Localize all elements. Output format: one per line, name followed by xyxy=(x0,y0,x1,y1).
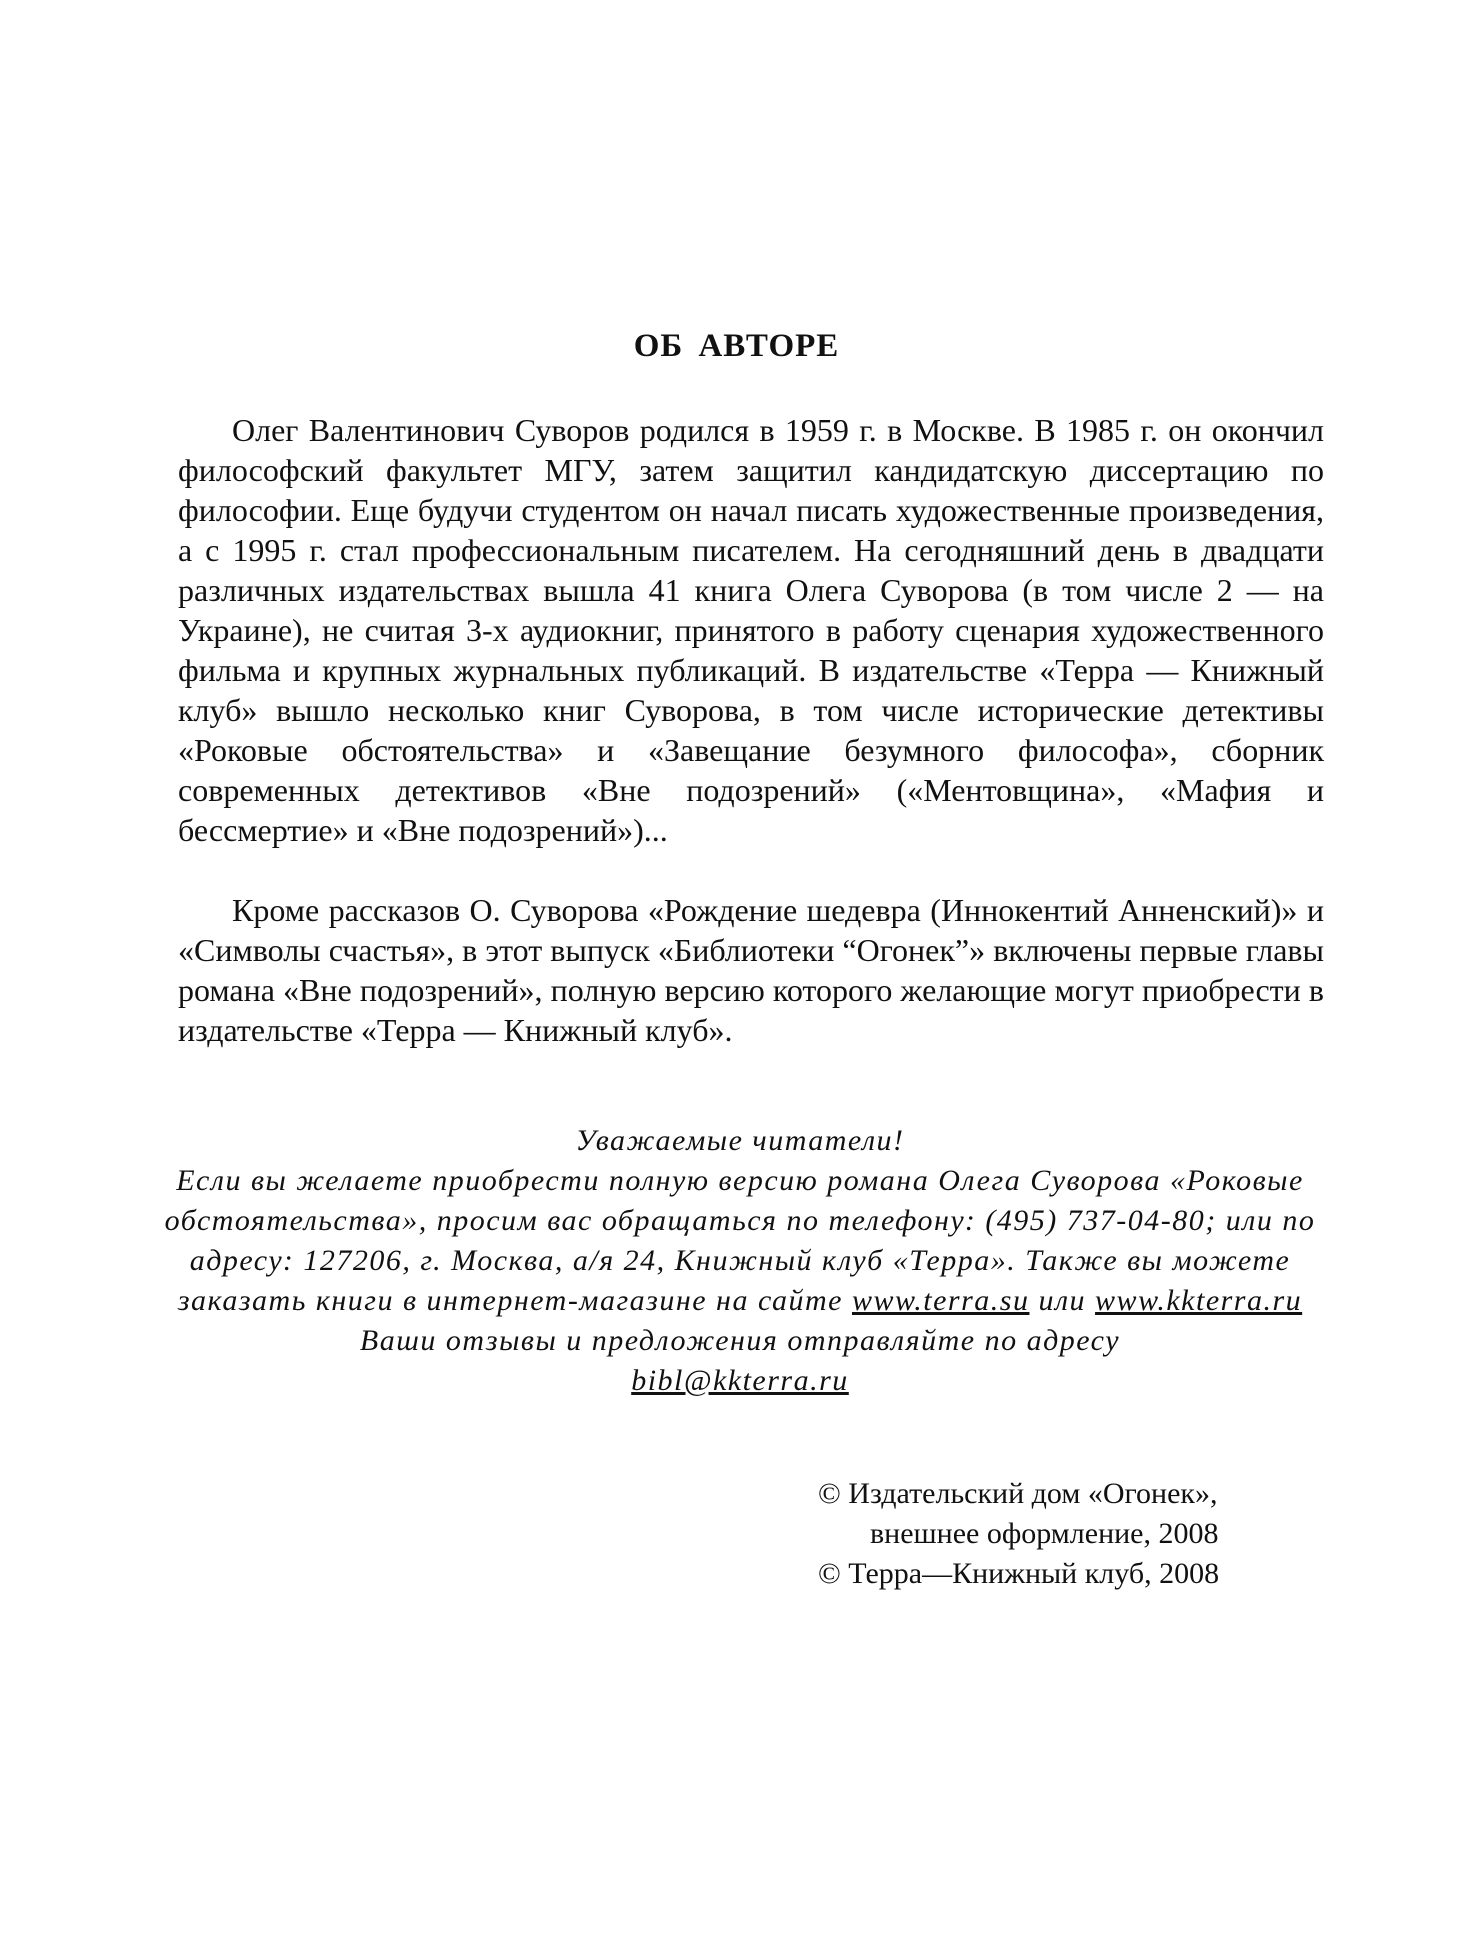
notice-connector: или xyxy=(1038,1284,1087,1317)
copyright-block xyxy=(818,1474,1219,1594)
copyright-line-publisher: © Издательский дом «Огонек», xyxy=(818,1477,1218,1510)
kkterra-site-link[interactable]: www.kkterra.ru xyxy=(1095,1284,1303,1317)
issue-contents-paragraph: Кроме рассказов О. Суворова «Рождение шедевра (Иннокентий Анненский)» и «Символы счастья», в этот выпуск «Библиотеки “Огонек”» включены первые главы романа «Вне подозрений», полную версию которого желающие могут приобрести в издательстве «Терра — Книжный клуб». xyxy=(178,892,1324,1048)
reader-notice xyxy=(130,1121,1350,1401)
copyright-line-terra: © Терра—Книжный клуб, 2008 xyxy=(818,1557,1220,1590)
section-heading: ОБ АВТОРЕ xyxy=(633,328,840,364)
notice-order-text: Если вы желаете приобрести полную версию романа Олега Суворова «Роковые обстоятельства», просим вас обращаться по телефону: (495) 737-04-80; или по адресу: 127206, г. Москва, а/я 24, Книжный клуб «Терра». Также вы можете заказать книги в интернет-магазине на сайте xyxy=(164,1164,1316,1317)
copyright-line-design: внешнее оформление, 2008 xyxy=(870,1517,1219,1550)
notice-greeting: Уважаемые читатели! xyxy=(575,1124,905,1157)
notice-order-info xyxy=(130,1161,1350,1321)
author-bio-block xyxy=(178,410,1324,850)
feedback-email-link[interactable]: bibl@kkterra.ru xyxy=(631,1364,849,1397)
issue-contents-block xyxy=(178,890,1324,1050)
author-bio-paragraph: Олег Валентинович Суворов родился в 1959 г. в Москве. В 1985 г. он окончил философский факультет МГУ, затем защитил кандидатскую диссертацию по философии. Еще будучи студентом он начал писать художественные произведения, а с 1995 г. стал профессиональным писателем. На сегодняшний день в двадцати различных издательствах вышла 41 книга Олега Суворова (в том числе 2 — на Украине), не считая 3-х аудиокниг, принятого в работу сценария художественного фильма и крупных журнальных публикаций. В издательстве «Терра — Книжный клуб» вышло несколько книг Суворова, в том числе исторические детективы «Роковые обстоятельства» и «Завещание безумного философа», сборник современных детективов «Вне подозрений» («Ментовщина», «Мафия и бессмертие» и «Вне подозрений»)... xyxy=(178,412,1324,848)
terra-site-link[interactable]: www.terra.su xyxy=(851,1284,1030,1317)
notice-feedback-text: Ваши отзывы и предложения отправляйте по адресу xyxy=(359,1324,1121,1357)
